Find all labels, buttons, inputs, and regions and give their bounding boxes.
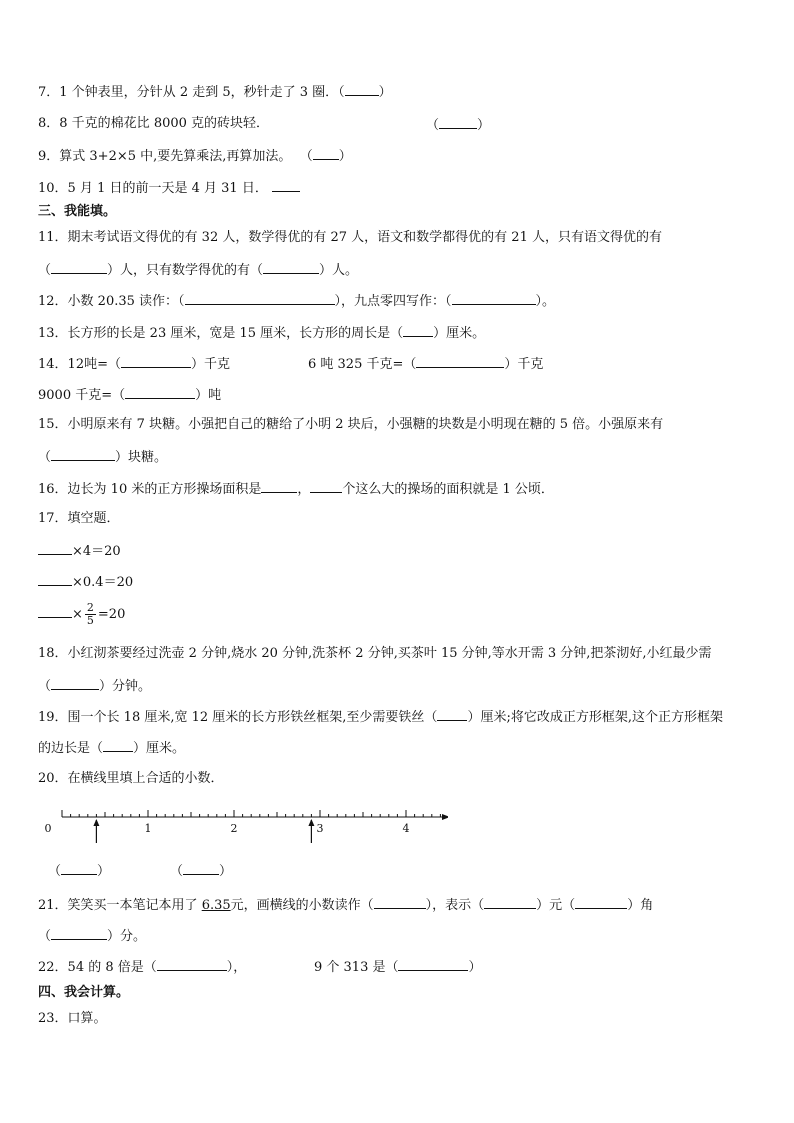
question-13: 13．长方形的长是 23 厘米，宽是 15 厘米，长方形的周长是（ ）厘米。: [38, 326, 486, 341]
answer-blank[interactable]: [38, 542, 72, 555]
question-17: [38, 511, 120, 527]
answer-blank[interactable]: [51, 448, 115, 461]
answer-blank[interactable]: [345, 83, 379, 96]
pointer-arrow-head: [308, 819, 314, 826]
answer-blank[interactable]: [157, 958, 227, 971]
question-text: 口算。: [67, 1011, 107, 1026]
question-text: 期末考试语文得优的有 32 人，数学得优的有 27 人，语文和数学都得优的有 21 人，只有语文得优的有: [67, 230, 662, 245]
question-22: 22．54 的 8 倍是（ ）， 9 个 313 是（ ）: [38, 960, 482, 975]
question-12: 12．小数 20.35 读作：（ ），九点零四写作：（ ）。: [38, 294, 556, 309]
answer-blank[interactable]: [51, 677, 99, 690]
question-14: 14．12吨=（ ）千克 6 吨 325 千克=（ ）千克: [38, 357, 544, 372]
question-number: 14．: [38, 357, 68, 372]
question-10: [38, 179, 300, 197]
underlined-price: 6.35: [201, 898, 231, 913]
question-text: 算式 3+2×5 中,要先算乘法,再算加法。: [59, 149, 292, 164]
question-14-line-2: 9000 千克=（ ）吨: [38, 388, 222, 403]
pointer-arrow-head: [93, 819, 99, 826]
answer-blank[interactable]: [103, 739, 133, 752]
question-text: 填空题．: [67, 511, 120, 526]
question-number: 12．: [38, 294, 68, 309]
question-18: [38, 646, 712, 662]
answer-blank[interactable]: [452, 292, 536, 305]
tick-label: 4: [402, 822, 410, 835]
question-21-line-2: （ ）分。: [38, 929, 147, 944]
section-heading-3: 三、我能填。: [38, 204, 117, 219]
answer-blank[interactable]: [261, 480, 297, 493]
number-line-answer-1: （ ）: [48, 864, 111, 879]
tick-label: 3: [316, 822, 324, 835]
question-number: 9．: [38, 149, 60, 164]
question-8: 8．8 千克的棉花比 8000 克的砖块轻． （ ）: [38, 116, 491, 133]
answer-blank[interactable]: [121, 355, 191, 368]
question-number: 16．: [38, 482, 68, 497]
question-17-row-2: ×0.4＝20: [38, 573, 133, 591]
number-line-arrowhead: [442, 814, 448, 820]
answer-blank[interactable]: [272, 179, 300, 192]
question-11-line-2: （ ）人，只有数学得优的有（ ）人。: [38, 263, 359, 278]
question-18-line-2: （ ）分钟。: [38, 679, 152, 694]
answer-blank[interactable]: [403, 324, 433, 337]
question-number: 13．: [38, 326, 68, 341]
question-text: 8 千克的棉花比 8000 克的砖块轻．: [59, 116, 270, 131]
answer-blank[interactable]: [185, 292, 335, 305]
question-text: 小明原来有 7 块糖。小强把自己的糖给了小明 2 块后，小强糖的块数是小明现在糖的 5 倍。小强原来有: [67, 417, 664, 432]
question-15: [38, 417, 663, 433]
answer-blank[interactable]: [38, 573, 72, 586]
question-text: 小红沏茶要经过洗壶 2 分钟,烧水 20 分钟,洗茶杯 2 分钟,买茶叶 15 分钟,等水开需 3 分钟,把茶沏好,小红最少需: [67, 646, 712, 661]
answer-blank[interactable]: [51, 927, 107, 940]
answer-blank[interactable]: [437, 708, 467, 721]
fraction: $\frac{2}{5}$: [86, 601, 94, 627]
answer-blank[interactable]: [313, 147, 339, 160]
question-number: 7．: [38, 85, 60, 100]
question-7: 7．1 个钟表里，分针从 2 走到 5，秒针走了 3 圈．（ ）: [38, 85, 392, 100]
question-number: 22．: [38, 960, 68, 975]
question-text: 1 个钟表里，分针从 2 走到 5，秒针走了 3 圈．（: [59, 85, 345, 100]
answer-blank[interactable]: [575, 896, 627, 909]
tick-label: 1: [144, 822, 152, 835]
question-9: 9．算式 3+2×5 中,要先算乘法,再算加法。 （ ）: [38, 149, 352, 164]
question-15-line-2: （ ）块糖。: [38, 450, 168, 465]
question-number: 15．: [38, 417, 68, 432]
answer-blank[interactable]: [183, 862, 219, 875]
question-number: 21．: [38, 898, 68, 913]
section-heading-4: 四、我会计算。: [38, 985, 130, 1000]
answer-blank[interactable]: [61, 862, 97, 875]
answer-blank[interactable]: [484, 896, 536, 909]
question-11: [38, 230, 662, 246]
tick-label: 0: [44, 822, 52, 835]
answer-blank[interactable]: [51, 261, 107, 274]
answer-blank[interactable]: [38, 605, 72, 618]
question-number: 17．: [38, 511, 68, 526]
number-line-answer-2: （ ）: [170, 864, 233, 879]
number-line: [38, 800, 448, 844]
question-number: 11．: [38, 230, 68, 245]
question-number: 10．: [38, 181, 68, 196]
question-number: 19．: [38, 710, 68, 725]
answer-blank[interactable]: [263, 261, 319, 274]
question-23: [38, 1011, 107, 1027]
question-17-row-3: × $\frac{2}{5}$ =20: [38, 598, 125, 632]
question-number: 23．: [38, 1011, 68, 1026]
tick-label: 2: [230, 822, 238, 835]
question-21: 21．笑笑买一本笔记本用了 6.35元，画横线的小数读作（ ），表示（ ）元（ ）角: [38, 898, 654, 913]
answer-blank[interactable]: [310, 480, 342, 493]
answer-blank[interactable]: [374, 896, 426, 909]
question-19: 19．围一个长 18 厘米,宽 12 厘米的长方形铁丝框架,至少需要铁丝（ ）厘米;将它改成正方形框架,这个正方形框架: [38, 710, 723, 725]
question-text: 在横线里填上合适的小数．: [67, 771, 224, 786]
answer-blank[interactable]: [125, 386, 195, 399]
question-19-line-2: 的边长是（ ）厘米。: [38, 741, 186, 756]
question-number: 18．: [38, 646, 68, 661]
question-16: 16．边长为 10 米的正方形操场面积是 ， 个这么大的操场的面积就是 1 公顷．: [38, 482, 554, 497]
question-number: 8．: [38, 116, 60, 131]
question-text: 5 月 1 日的前一天是 4 月 31 日．: [67, 181, 268, 196]
answer-blank[interactable]: [416, 355, 504, 368]
question-20: [38, 771, 224, 787]
question-number: 20．: [38, 771, 68, 786]
answer-blank[interactable]: [439, 116, 477, 129]
answer-blank[interactable]: [398, 958, 468, 971]
question-17-row-1: ×4＝20: [38, 542, 121, 560]
